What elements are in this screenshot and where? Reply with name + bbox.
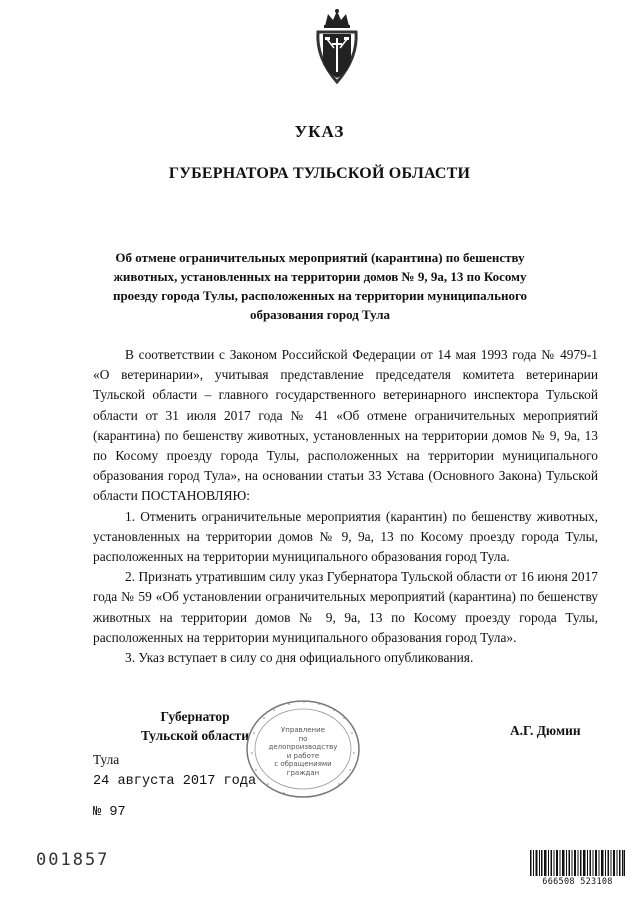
signatory-position-line1: Губернатор — [160, 709, 230, 724]
barcode-icon — [530, 850, 625, 876]
decree-number: № 97 — [93, 805, 126, 820]
issue-city: Тула — [93, 752, 120, 767]
serial-number: 001857 — [36, 850, 110, 870]
decree-subject: Об отмене ограничительных мероприятий (карантина) по бешенству животных, установленных на территории домов № 9, 9а, 13 по Косому проезду города Тулы, расположенных на территории муниципального образования город Тула — [112, 250, 528, 322]
tula-coat-of-arms-icon — [312, 8, 362, 86]
signatory-position — [130, 707, 260, 745]
seal-line-3: и работе — [286, 751, 320, 760]
preamble-paragraph: В соответствии с Законом Российской Федерации от 14 мая 1993 года № 4979-1 «О ветеринарии», учитывая представление председателя комитета ветеринарии Тульской области – главного государственного ветеринарного инспектора Тульской области от 31 июля 2017 года № 41 «Об отмене ограничительных мероприятий (карантина) по бешенству животных, установленных на территории домов № 9, 9а, 13 по Косому проезду города Тулы, расположенных на территории муниципального образования город Тула», на основании статьи 33 Устава (Основного Закона) Тульской области ПОСТАНОВЛЯЮ: — [93, 347, 598, 504]
seal-inscription — [268, 726, 338, 778]
signatory-position-line2: Тульской области — [141, 728, 249, 743]
document-type-title: УКАЗ — [294, 122, 345, 141]
barcode-number: 666508 523108 — [542, 877, 613, 887]
seal-line-2: по делопроизводству — [268, 734, 338, 752]
issue-date: 24 августа 2017 года — [93, 774, 257, 789]
signatory-name: А.Г. Дюмин — [510, 723, 581, 738]
decree-body — [93, 345, 598, 668]
clause-1: 1. Отменить ограничительные мероприятия (карантин) по бешенству животных, установленных на территории домов № 9, 9а, 13 по Косому проезду города Тулы, расположенных на территории муниципального образования город Тула. — [93, 508, 598, 565]
seal-line-4: с обращениями — [274, 760, 332, 769]
clause-2: 2. Признать утратившим силу указ Губернатора Тульской области от 16 июня 2017 года № 59 «Об установлении ограничительных мероприятий (карантина) по бешенству животных на территории домов № 9, 9а, 13 по Косому проезду города Тулы, расположенных на территории муниципального образования город Тула». — [93, 569, 598, 645]
seal-line-1: Управление — [281, 726, 325, 734]
clause-3: 3. Указ вступает в силу со дня официального опубликования. — [125, 650, 474, 666]
seal-line-5: граждан — [286, 768, 320, 777]
issuer-title: ГУБЕРНАТОРА ТУЛЬСКОЙ ОБЛАСТИ — [168, 165, 471, 182]
